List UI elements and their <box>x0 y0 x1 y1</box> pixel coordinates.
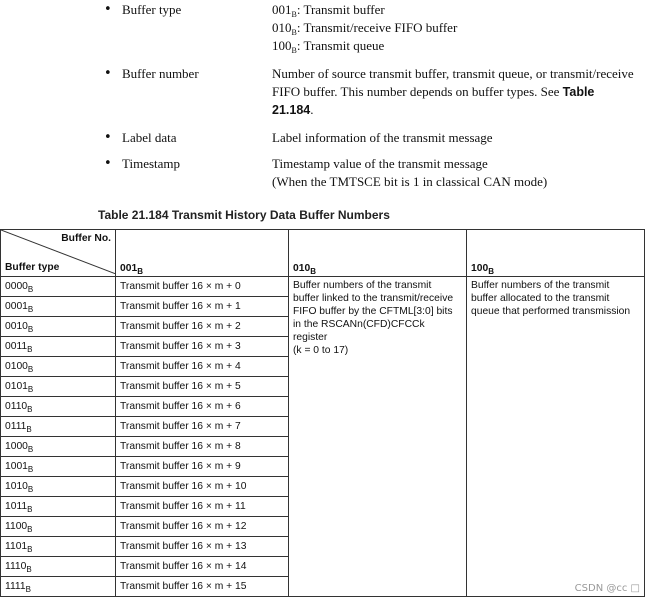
bullet-label: Timestamp <box>122 156 181 171</box>
column-header: $001_B$ <box>116 230 289 277</box>
header-buffer-no: Buffer No. <box>61 233 111 244</box>
transmit-buffer-cell: Transmit buffer 16 × m + 6 <box>116 397 289 417</box>
watermark: CSDN @cc □ <box>574 583 640 594</box>
buffer-number-cell: $0101_B$ <box>1 377 116 397</box>
diagonal-header-cell <box>1 230 116 277</box>
table-header-row <box>1 230 645 277</box>
bullet-dot-icon: • <box>104 2 112 17</box>
buffer-number-cell: $0111_B$ <box>1 417 116 437</box>
bullet-description: Number of source transmit buffer, transmit queue, or transmit/receive FIFO buffer. This number depends on buffer types. See Table 21.184. <box>272 66 634 117</box>
buffer-number-cell: $0001_B$ <box>1 297 116 317</box>
bullet-label: Buffer number <box>122 66 199 81</box>
transmit-buffer-cell: Transmit buffer 16 × m + 11 <box>116 497 289 517</box>
header-buffer-type: Buffer type <box>5 262 60 273</box>
buffer-number-cell: $1111_B$ <box>1 577 116 597</box>
column-header: $010_B$ <box>289 230 467 277</box>
bullet-dot-icon: • <box>104 130 112 145</box>
transmit-buffer-cell: Transmit buffer 16 × m + 0 <box>116 277 289 297</box>
transmit-buffer-cell: Transmit buffer 16 × m + 1 <box>116 297 289 317</box>
bullet-description <box>272 1 644 55</box>
buffer-number-cell: $1100_B$ <box>1 517 116 537</box>
buffer-number-cell: $0011_B$ <box>1 337 116 357</box>
transmit-buffer-cell: Transmit buffer 16 × m + 15 <box>116 577 289 597</box>
placeholder-glyph-icon: □ <box>630 583 640 594</box>
table-reference-link[interactable]: 21.184 <box>272 103 311 117</box>
buffer-number-cell: $0010_B$ <box>1 317 116 337</box>
bullet-description: Timestamp value of the transmit message (When the TMTSCE bit is 1 in classical CAN mode) <box>272 156 548 189</box>
bullet-dot-icon: • <box>104 66 112 81</box>
transmit-buffer-cell: Transmit buffer 16 × m + 7 <box>116 417 289 437</box>
transmit-buffer-cell: Transmit buffer 16 × m + 4 <box>116 357 289 377</box>
transmit-buffer-cell: Transmit buffer 16 × m + 8 <box>116 437 289 457</box>
transmit-buffer-cell: Transmit buffer 16 × m + 10 <box>116 477 289 497</box>
buffer-type-line: $100_B$: Transmit queue <box>272 38 385 55</box>
transmit-buffer-cell: Transmit buffer 16 × m + 14 <box>116 557 289 577</box>
transmit-buffer-cell: Transmit buffer 16 × m + 5 <box>116 377 289 397</box>
buffer-type-line: $010_B$: Transmit/receive FIFO buffer <box>272 20 458 37</box>
buffer-number-cell: $0110_B$ <box>1 397 116 417</box>
buffer-number-cell: $0000_B$ <box>1 277 116 297</box>
transmit-buffer-cell: Transmit buffer 16 × m + 9 <box>116 457 289 477</box>
transmit-buffer-cell: Transmit buffer 16 × m + 3 <box>116 337 289 357</box>
buffer-number-cell: $1000_B$ <box>1 437 116 457</box>
buffer-number-cell: $1110_B$ <box>1 557 116 577</box>
buffer-number-cell: $1010_B$ <box>1 477 116 497</box>
buffer-type-line: $001_B$: Transmit buffer <box>272 2 385 19</box>
bullet-label: Label data <box>122 130 177 145</box>
column-header: $100_B$ <box>467 230 645 277</box>
transmit-history-table <box>0 229 645 597</box>
transmit-buffer-cell: Transmit buffer 16 × m + 2 <box>116 317 289 337</box>
buffer-number-cell: $0100_B$ <box>1 357 116 377</box>
fifo-description-cell: Buffer numbers of the transmit buffer linked to the transmit/receive FIFO buffer by the CFTML[3:0] bits in the RSCANn(CFD)CFCCk register (k = 0 to 17) <box>289 277 467 597</box>
buffer-number-cell: $1001_B$ <box>1 457 116 477</box>
buffer-number-cell: $1011_B$ <box>1 497 116 517</box>
bullet-label: Buffer type <box>122 2 182 17</box>
bullet-dot-icon: • <box>104 156 112 171</box>
buffer-number-cell: $1101_B$ <box>1 537 116 557</box>
table-row <box>1 277 645 297</box>
queue-description-cell: Buffer numbers of the transmit buffer allocated to the transmit queue that performed transmission <box>467 277 645 597</box>
transmit-buffer-cell: Transmit buffer 16 × m + 13 <box>116 537 289 557</box>
bullet-description: Label information of the transmit message <box>272 130 493 145</box>
transmit-buffer-cell: Transmit buffer 16 × m + 12 <box>116 517 289 537</box>
table-reference-link[interactable]: Table <box>562 85 595 99</box>
table-caption: Table 21.184 Transmit History Data Buffer Numbers <box>98 208 390 222</box>
